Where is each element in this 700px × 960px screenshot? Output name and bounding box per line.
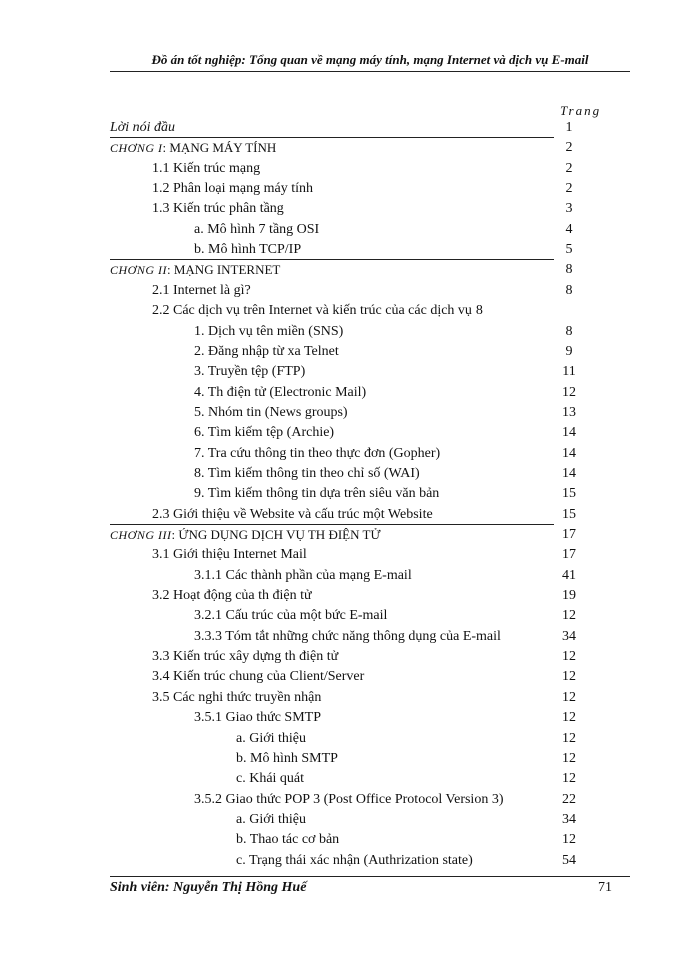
toc-entry-page: 8 — [565, 283, 573, 298]
toc-entry[interactable] — [0, 647, 700, 667]
toc-entry-title — [110, 138, 276, 159]
toc-chapter-2[interactable] — [0, 260, 700, 280]
toc-entry[interactable] — [0, 688, 700, 708]
toc-entry[interactable] — [0, 627, 700, 647]
chapter-rule — [110, 259, 554, 260]
footer-author: Sinh viên: Nguyễn Thị Hồng Huế — [110, 880, 307, 895]
toc-entry[interactable] — [0, 281, 700, 301]
toc-entry[interactable] — [0, 566, 700, 586]
toc-entry-title — [152, 301, 483, 321]
toc-entry-page: 2 — [565, 181, 573, 196]
toc-entry[interactable] — [0, 729, 700, 749]
toc-entry-page: 5 — [565, 242, 573, 257]
toc-entry-title: a. Giới thiệu — [236, 731, 306, 746]
toc-entry[interactable] — [0, 790, 700, 810]
chapter-label: CHƠNG III — [110, 528, 172, 542]
toc-entry[interactable] — [0, 606, 700, 626]
toc-entry[interactable] — [0, 667, 700, 687]
toc-entry[interactable] — [0, 505, 700, 525]
toc-entry-title: b. Mô hình SMTP — [236, 751, 338, 766]
toc-entry-title: b. Thao tác cơ bản — [236, 832, 340, 847]
toc-entry[interactable] — [0, 586, 700, 606]
toc-chapter-3[interactable] — [0, 525, 700, 545]
toc-entry[interactable] — [0, 769, 700, 789]
toc-entry-page: 8 — [565, 262, 573, 277]
chapter-title: : MẠNG MÁY TÍNH — [162, 140, 277, 155]
toc-entry-page: 34 — [562, 812, 576, 827]
toc-entry[interactable] — [0, 342, 700, 362]
toc-entry-title: 3.4 Kiến trúc chung của Client/Server — [152, 669, 365, 684]
toc-entry-page: 8 — [475, 303, 483, 318]
toc-entry-title — [110, 260, 280, 281]
toc-entry[interactable] — [0, 749, 700, 769]
toc-entry-title: 2.1 Internet là gì? — [152, 283, 251, 298]
toc-entry[interactable] — [0, 199, 700, 219]
header-rule — [110, 71, 630, 72]
chapter-label: CHƠNG I — [110, 141, 163, 155]
toc-entry-page: 12 — [562, 649, 576, 664]
toc-entry-title: 3.1.1 Các thành phần của mạng E-mail — [194, 568, 412, 583]
chapter-rule — [110, 524, 554, 525]
toc-entry-title: 3.3.3 Tóm tắt những chức năng thông dụng của E-mail — [194, 629, 501, 644]
toc-entry-page: 17 — [562, 547, 576, 562]
toc-entry-page: 12 — [562, 690, 576, 705]
toc-entry-title-text: 2.2 Các dịch vụ trên Internet và kiến trúc của các dịch vụ — [152, 303, 472, 318]
toc-entry-title: 3.5.2 Giao thức POP 3 (Post Office Protocol Version 3) — [194, 792, 504, 807]
toc-entry-page: 12 — [562, 771, 576, 786]
chapter-label: CHƠNG II — [110, 263, 167, 277]
toc-entry[interactable] — [0, 403, 700, 423]
toc-entry-title: 3.3 Kiến trúc xây dựng th điện tử — [152, 649, 339, 664]
toc-entry-title: 3.5 Các nghi thức truyền nhận — [152, 690, 322, 705]
toc-entry-title — [110, 525, 381, 546]
toc-entry-page: 19 — [562, 588, 576, 603]
toc-entry-page: 8 — [565, 324, 573, 339]
toc-entry-page: 41 — [562, 568, 576, 583]
toc-column-label: Trang — [560, 103, 602, 118]
toc-entry-intro[interactable] — [0, 118, 700, 138]
toc-entry-page: 17 — [562, 527, 576, 542]
toc-entry-page: 13 — [562, 405, 576, 420]
toc-entry-page: 11 — [562, 364, 576, 379]
toc-entry-page: 2 — [565, 140, 573, 155]
toc-entry[interactable] — [0, 240, 700, 260]
toc-entry[interactable] — [0, 545, 700, 565]
toc-entry[interactable] — [0, 179, 700, 199]
toc-entry-page: 14 — [562, 425, 576, 440]
page-header: Đồ án tốt nghiệp: Tổng quan về mạng máy tính, mạng Internet và dịch vụ E-mail — [151, 52, 589, 67]
toc-entry-page: 14 — [562, 466, 576, 481]
toc-entry-title: 4. Th điện tử (Electronic Mail) — [194, 385, 367, 400]
toc-entry-title: 2. Đăng nhập từ xa Telnet — [194, 344, 339, 359]
toc-entry-title: 1.3 Kiến trúc phân tầng — [152, 201, 284, 216]
footer-rule — [110, 876, 630, 877]
toc-entry[interactable] — [0, 708, 700, 728]
toc-entry-title: 3.2 Hoạt động của th điện tử — [152, 588, 312, 603]
toc-chapter-1[interactable] — [0, 138, 700, 158]
toc-entry[interactable] — [0, 484, 700, 504]
toc-entry-page: 14 — [562, 446, 576, 461]
toc-entry-title: 2.3 Giới thiệu về Website và cấu trúc một Website — [152, 507, 433, 522]
toc-entry-page: 2 — [565, 161, 573, 176]
toc-entry[interactable] — [0, 444, 700, 464]
footer-page-number: 71 — [598, 880, 612, 895]
toc-entry[interactable] — [0, 322, 700, 342]
toc-entry-page: 12 — [562, 608, 576, 623]
toc-entry-title: a. Mô hình 7 tầng OSI — [194, 222, 320, 237]
toc-entry-title: 9. Tìm kiếm thông tin dựa trên siêu văn bản — [194, 486, 440, 501]
toc-entry-title: a. Giới thiệu — [236, 812, 306, 827]
chapter-title: : ỨNG DỤNG DỊCH VỤ TH ĐIỆN TỬ — [171, 527, 381, 542]
toc-entry-page: 15 — [562, 486, 576, 501]
toc-entry[interactable] — [0, 851, 700, 871]
toc-entry-page: 15 — [562, 507, 576, 522]
toc-entry[interactable] — [0, 423, 700, 443]
toc-entry[interactable] — [0, 159, 700, 179]
toc-entry-page: 12 — [562, 669, 576, 684]
toc-entry-page: 54 — [562, 853, 576, 868]
toc-entry-page: 12 — [562, 751, 576, 766]
toc-entry-page: 12 — [562, 385, 576, 400]
toc-entry[interactable] — [0, 362, 700, 382]
toc-entry-title: 1.1 Kiến trúc mạng — [152, 161, 261, 176]
toc-entry-page: 12 — [562, 832, 576, 847]
toc-entry-page: 3 — [565, 201, 573, 216]
toc-entry[interactable] — [0, 301, 700, 321]
toc-entry-page: 9 — [565, 344, 573, 359]
toc-entry-page: 4 — [565, 222, 573, 237]
toc-entry[interactable] — [0, 464, 700, 484]
toc-entry-title: 3. Truyền tệp (FTP) — [194, 364, 306, 379]
toc-entry-title: 5. Nhóm tin (News groups) — [194, 405, 348, 420]
chapter-title: : MẠNG INTERNET — [167, 262, 281, 277]
toc-entry-title: 8. Tìm kiếm thông tin theo chỉ số (WAI) — [194, 466, 420, 481]
toc-entry-title: 7. Tra cứu thông tin theo thực đơn (Gopher) — [194, 446, 441, 461]
toc-entry-page: 34 — [562, 629, 576, 644]
toc-entry-title: 1.2 Phân loại mạng máy tính — [152, 181, 313, 196]
toc-entry[interactable] — [0, 220, 700, 240]
chapter-rule — [110, 137, 554, 138]
toc-entry-title: 6. Tìm kiếm tệp (Archie) — [194, 425, 335, 440]
toc-entry-title: 3.5.1 Giao thức SMTP — [194, 710, 321, 725]
toc-entry-title: c. Trạng thái xác nhận (Authrization state) — [236, 853, 473, 868]
toc-entry-title: Lời nói đầu — [110, 120, 176, 135]
toc-entry-title: 3.2.1 Cấu trúc của một bức E-mail — [194, 608, 388, 623]
toc-entry[interactable] — [0, 830, 700, 850]
toc-entry-title: 1. Dịch vụ tên miền (SNS) — [194, 324, 344, 339]
toc-entry-title: c. Khái quát — [236, 771, 305, 786]
toc-entry-page: 12 — [562, 710, 576, 725]
toc-entry-title: b. Mô hình TCP/IP — [194, 242, 302, 257]
toc-entry-page: 12 — [562, 731, 576, 746]
toc-entry[interactable] — [0, 810, 700, 830]
toc-entry-page: 22 — [562, 792, 576, 807]
toc-entry-page: 1 — [565, 120, 573, 135]
toc-entry-title: 3.1 Giới thiệu Internet Mail — [152, 547, 307, 562]
toc-entry[interactable] — [0, 383, 700, 403]
